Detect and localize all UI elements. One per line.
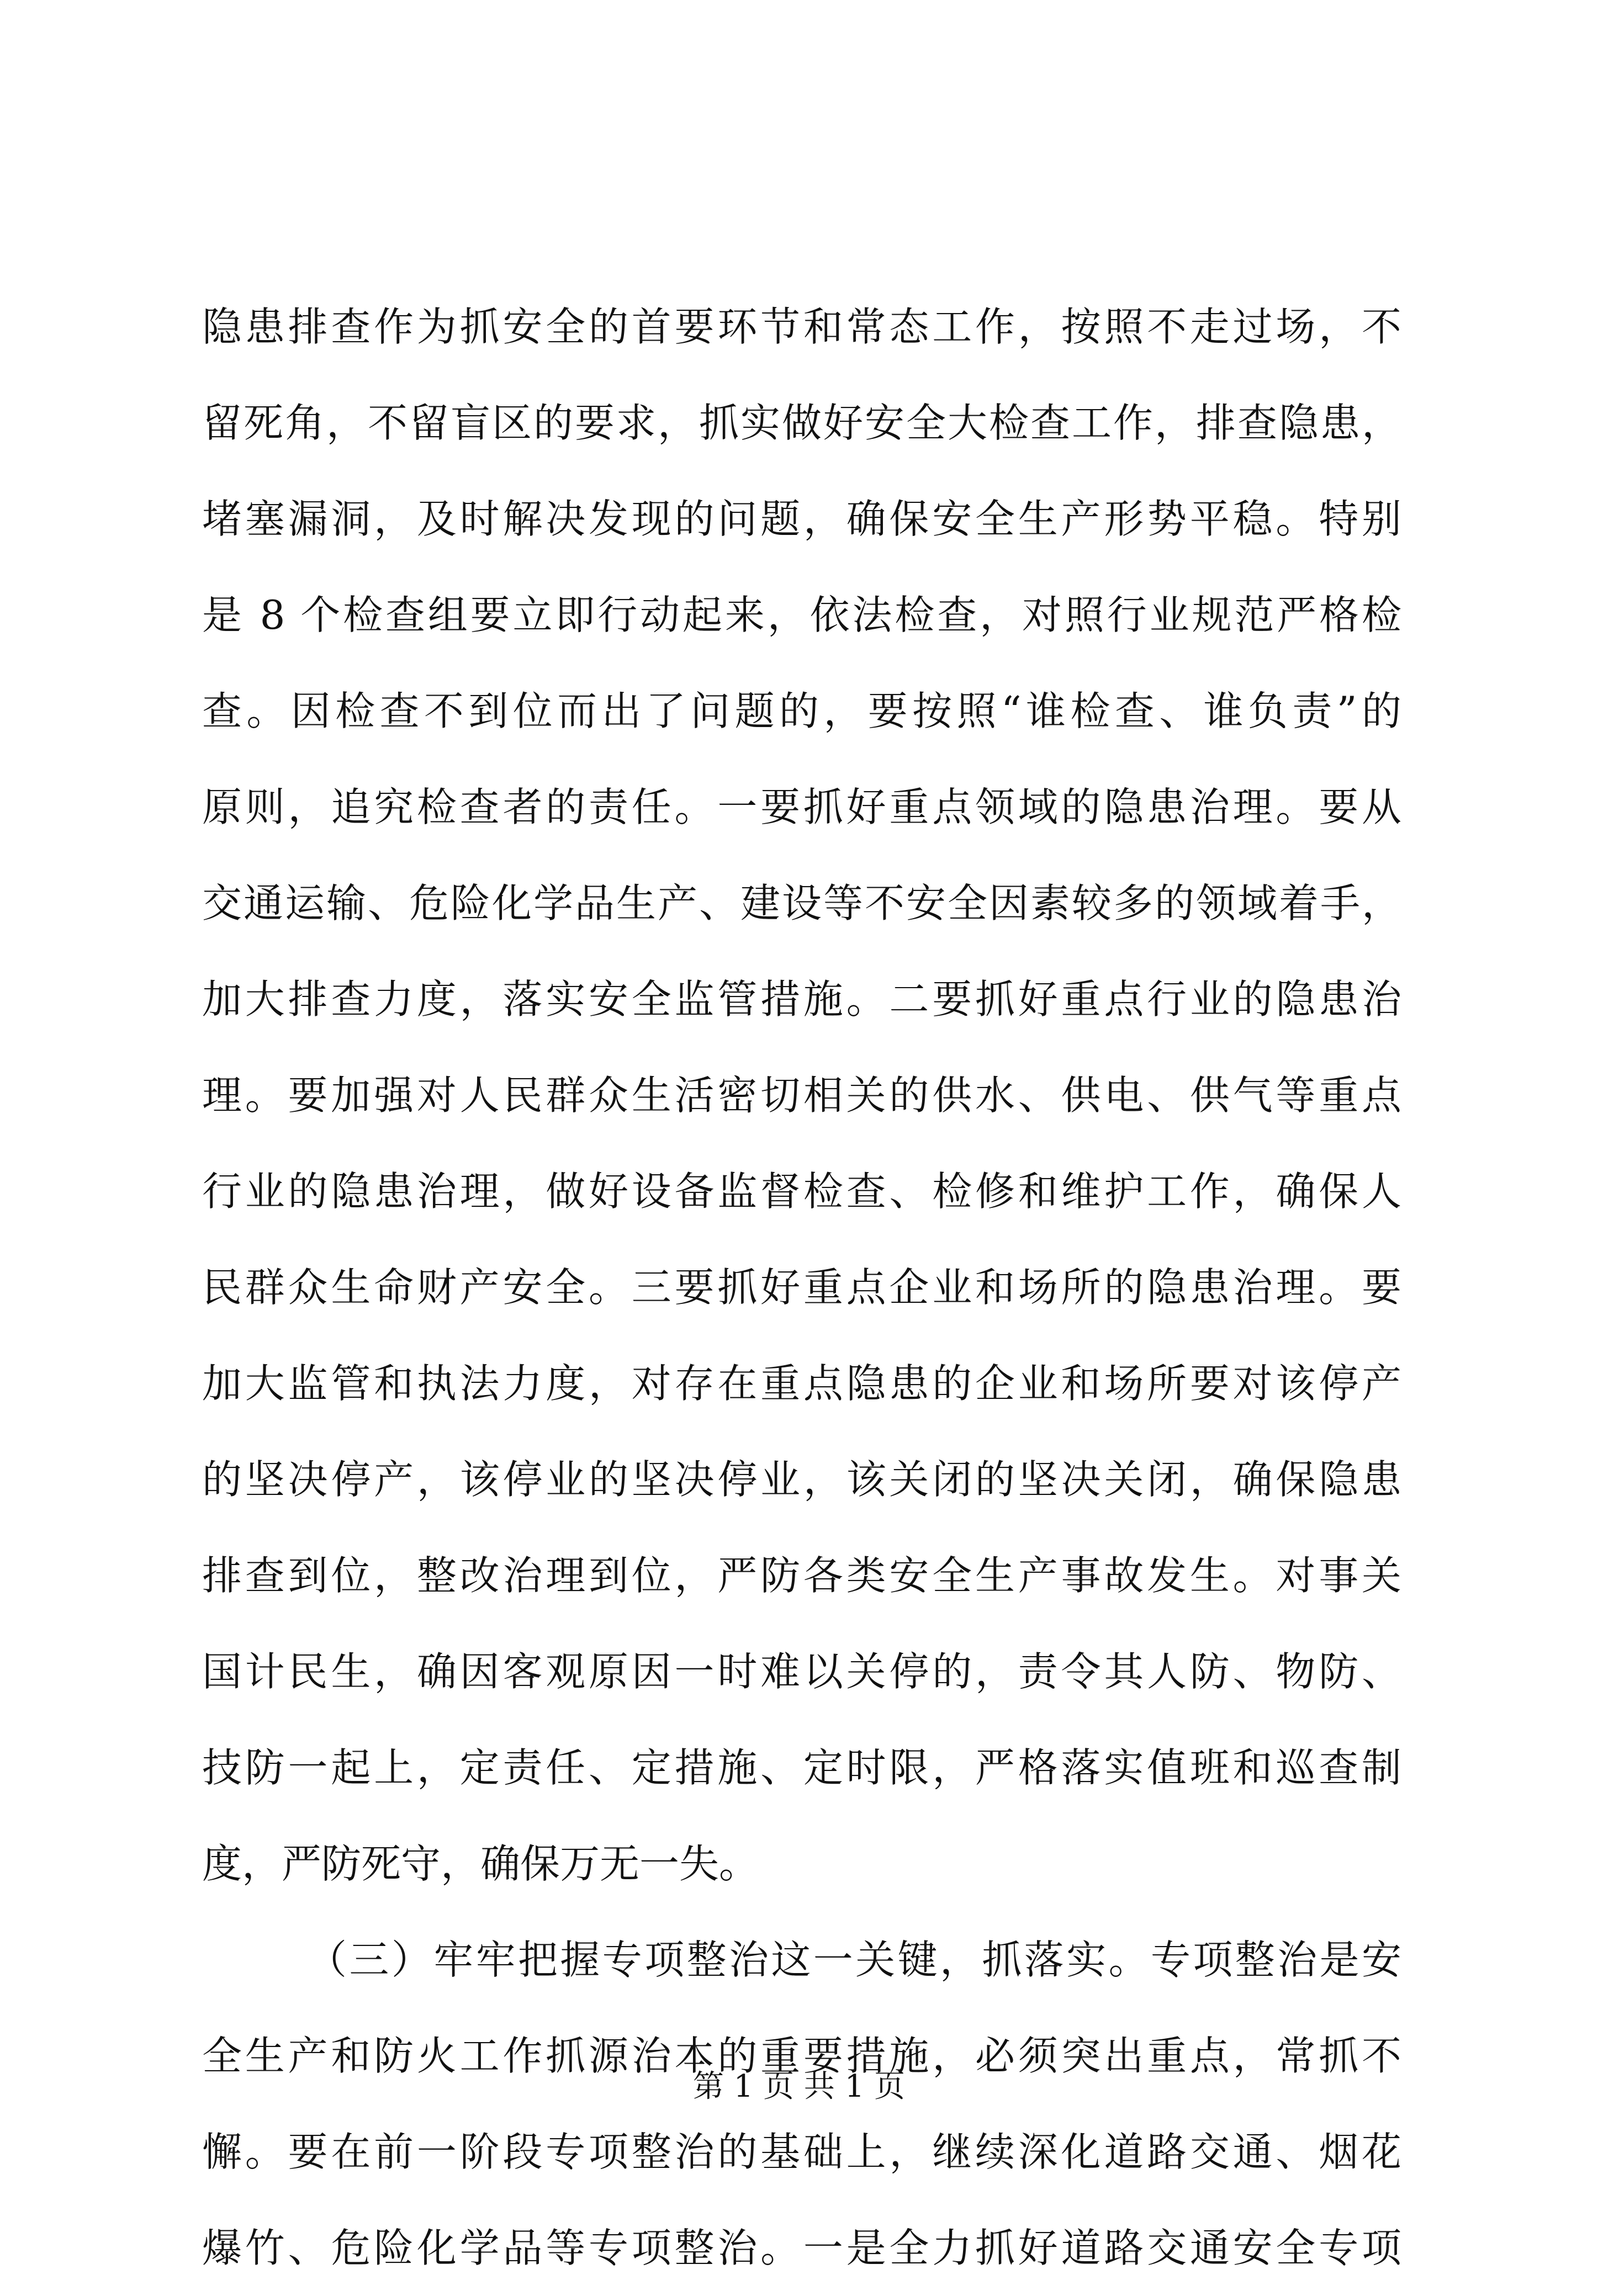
text-line: 国计民生，确因客观原因一时难以关停的，责令其人防、物防、 <box>202 1648 1401 1695</box>
text-line: 理。要加强对人民群众生活密切相关的供水、供电、供气等重点 <box>202 1072 1401 1118</box>
page-footer: 第 1 页 共 1 页 <box>692 2069 906 2104</box>
text-line: 行业的隐患治理，做好设备监督检查、检修和维护工作，确保人 <box>202 1168 1401 1215</box>
text-line: 排查到位，整改治理到位，严防各类安全生产事故发生。对事关 <box>202 1552 1401 1599</box>
body-text <box>202 279 1401 2296</box>
text-line: 留死角，不留盲区的要求，抓实做好安全大检查工作，排查隐患， <box>202 400 1401 446</box>
text-line: 懈。要在前一阶段专项整治的基础上，继续深化道路交通、烟花 <box>202 2129 1401 2175</box>
text-line: 民群众生命财产安全。三要抓好重点企业和场所的隐患治理。要 <box>202 1264 1401 1311</box>
text-line: 交通运输、危险化学品生产、建设等不安全因素较多的领域着手， <box>202 880 1401 926</box>
text-line: 技防一起上，定责任、定措施、定时限，严格落实值班和巡查制 <box>202 1744 1401 1791</box>
section-heading-line: （三）牢牢把握专项整治这一关键，抓落实。专项整治是安 <box>307 1937 1401 1983</box>
text-line: 爆竹、危险化学品等专项整治。一是全力抓好道路交通安全专项 <box>202 2225 1401 2271</box>
text-line: 全生产和防火工作抓源治本的重要措施，必须突出重点，常抓不 <box>202 2033 1401 2079</box>
text-line: 加大监管和执法力度，对存在重点隐患的企业和场所要对该停产 <box>202 1360 1401 1407</box>
text-line: 隐患排查作为抓安全的首要环节和常态工作，按照不走过场，不 <box>202 304 1401 350</box>
text-line: 原则，追究检查者的责任。一要抓好重点领域的隐患治理。要从 <box>202 784 1401 830</box>
text-line: 是 8 个检查组要立即行动起来，依法检查，对照行业规范严格检 <box>202 592 1401 638</box>
text-line: 堵塞漏洞，及时解决发现的问题，确保安全生产形势平稳。特别 <box>202 496 1401 542</box>
text-line: 的坚决停产，该停业的坚决停业，该关闭的坚决关闭，确保隐患 <box>202 1456 1401 1503</box>
text-line: 加大排查力度，落实安全监管措施。二要抓好重点行业的隐患治 <box>202 976 1401 1022</box>
text-line: 查。因检查不到位而出了问题的，要按照“谁检查、谁负责”的 <box>202 688 1401 734</box>
paragraph-end-line: 度，严防死守，确保万无一失。 <box>202 1841 759 1887</box>
